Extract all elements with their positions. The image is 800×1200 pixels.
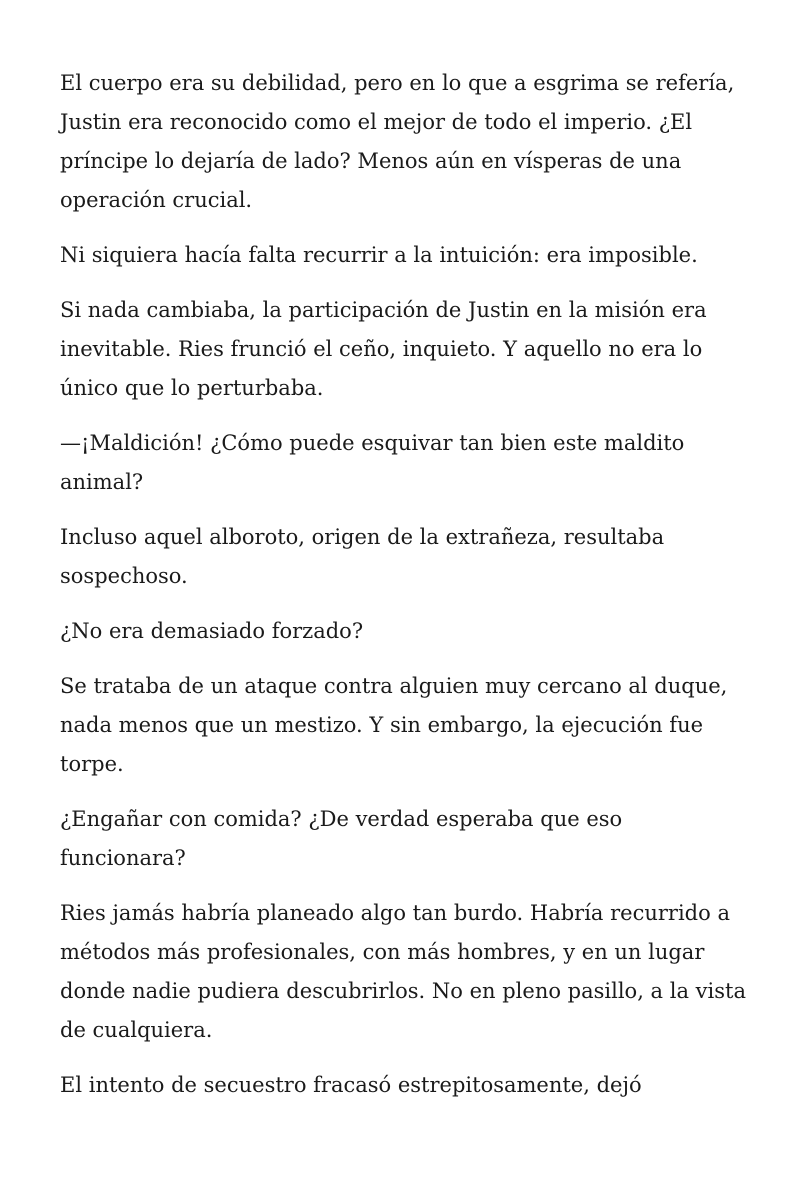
paragraph: El intento de secuestro fracasó estrepitosamente, dejó [60,1073,642,1097]
paragraph: —¡Maldición! ¿Cómo puede esquivar tan bien este maldito animal? [60,431,685,494]
paragraph: ¿Engañar con comida? ¿De verdad esperaba que eso funcionara? [60,807,623,870]
paragraph: Si nada cambiaba, la participación de Justin en la misión era inevitable. Ries frunció el ceño, inquieto. Y aquello no era lo único que lo perturbaba. [60,298,707,400]
paragraph: Se trataba de un ataque contra alguien muy cercano al duque, nada menos que un mestizo. Y sin embargo, la ejecución fue torpe. [60,674,728,776]
paragraph: El cuerpo era su debilidad, pero en lo que a esgrima se refería, Justin era reconocido como el mejor de todo el imperio. ¿El príncipe lo dejaría de lado? Menos aún en vísperas de una operación crucial. [60,71,735,212]
document-body [60,64,750,1121]
paragraph: Incluso aquel alboroto, origen de la extrañeza, resultaba sospechoso. [60,525,665,588]
paragraph: ¿No era demasiado forzado? [60,619,364,643]
paragraph: Ries jamás habría planeado algo tan burdo. Habría recurrido a métodos más profesionales, con más hombres, y en un lugar donde nadie pudiera descubrirlos. No en pleno pasillo, a la vista de cualquiera. [60,901,746,1042]
paragraph: Ni siquiera hacía falta recurrir a la intuición: era imposible. [60,243,698,267]
